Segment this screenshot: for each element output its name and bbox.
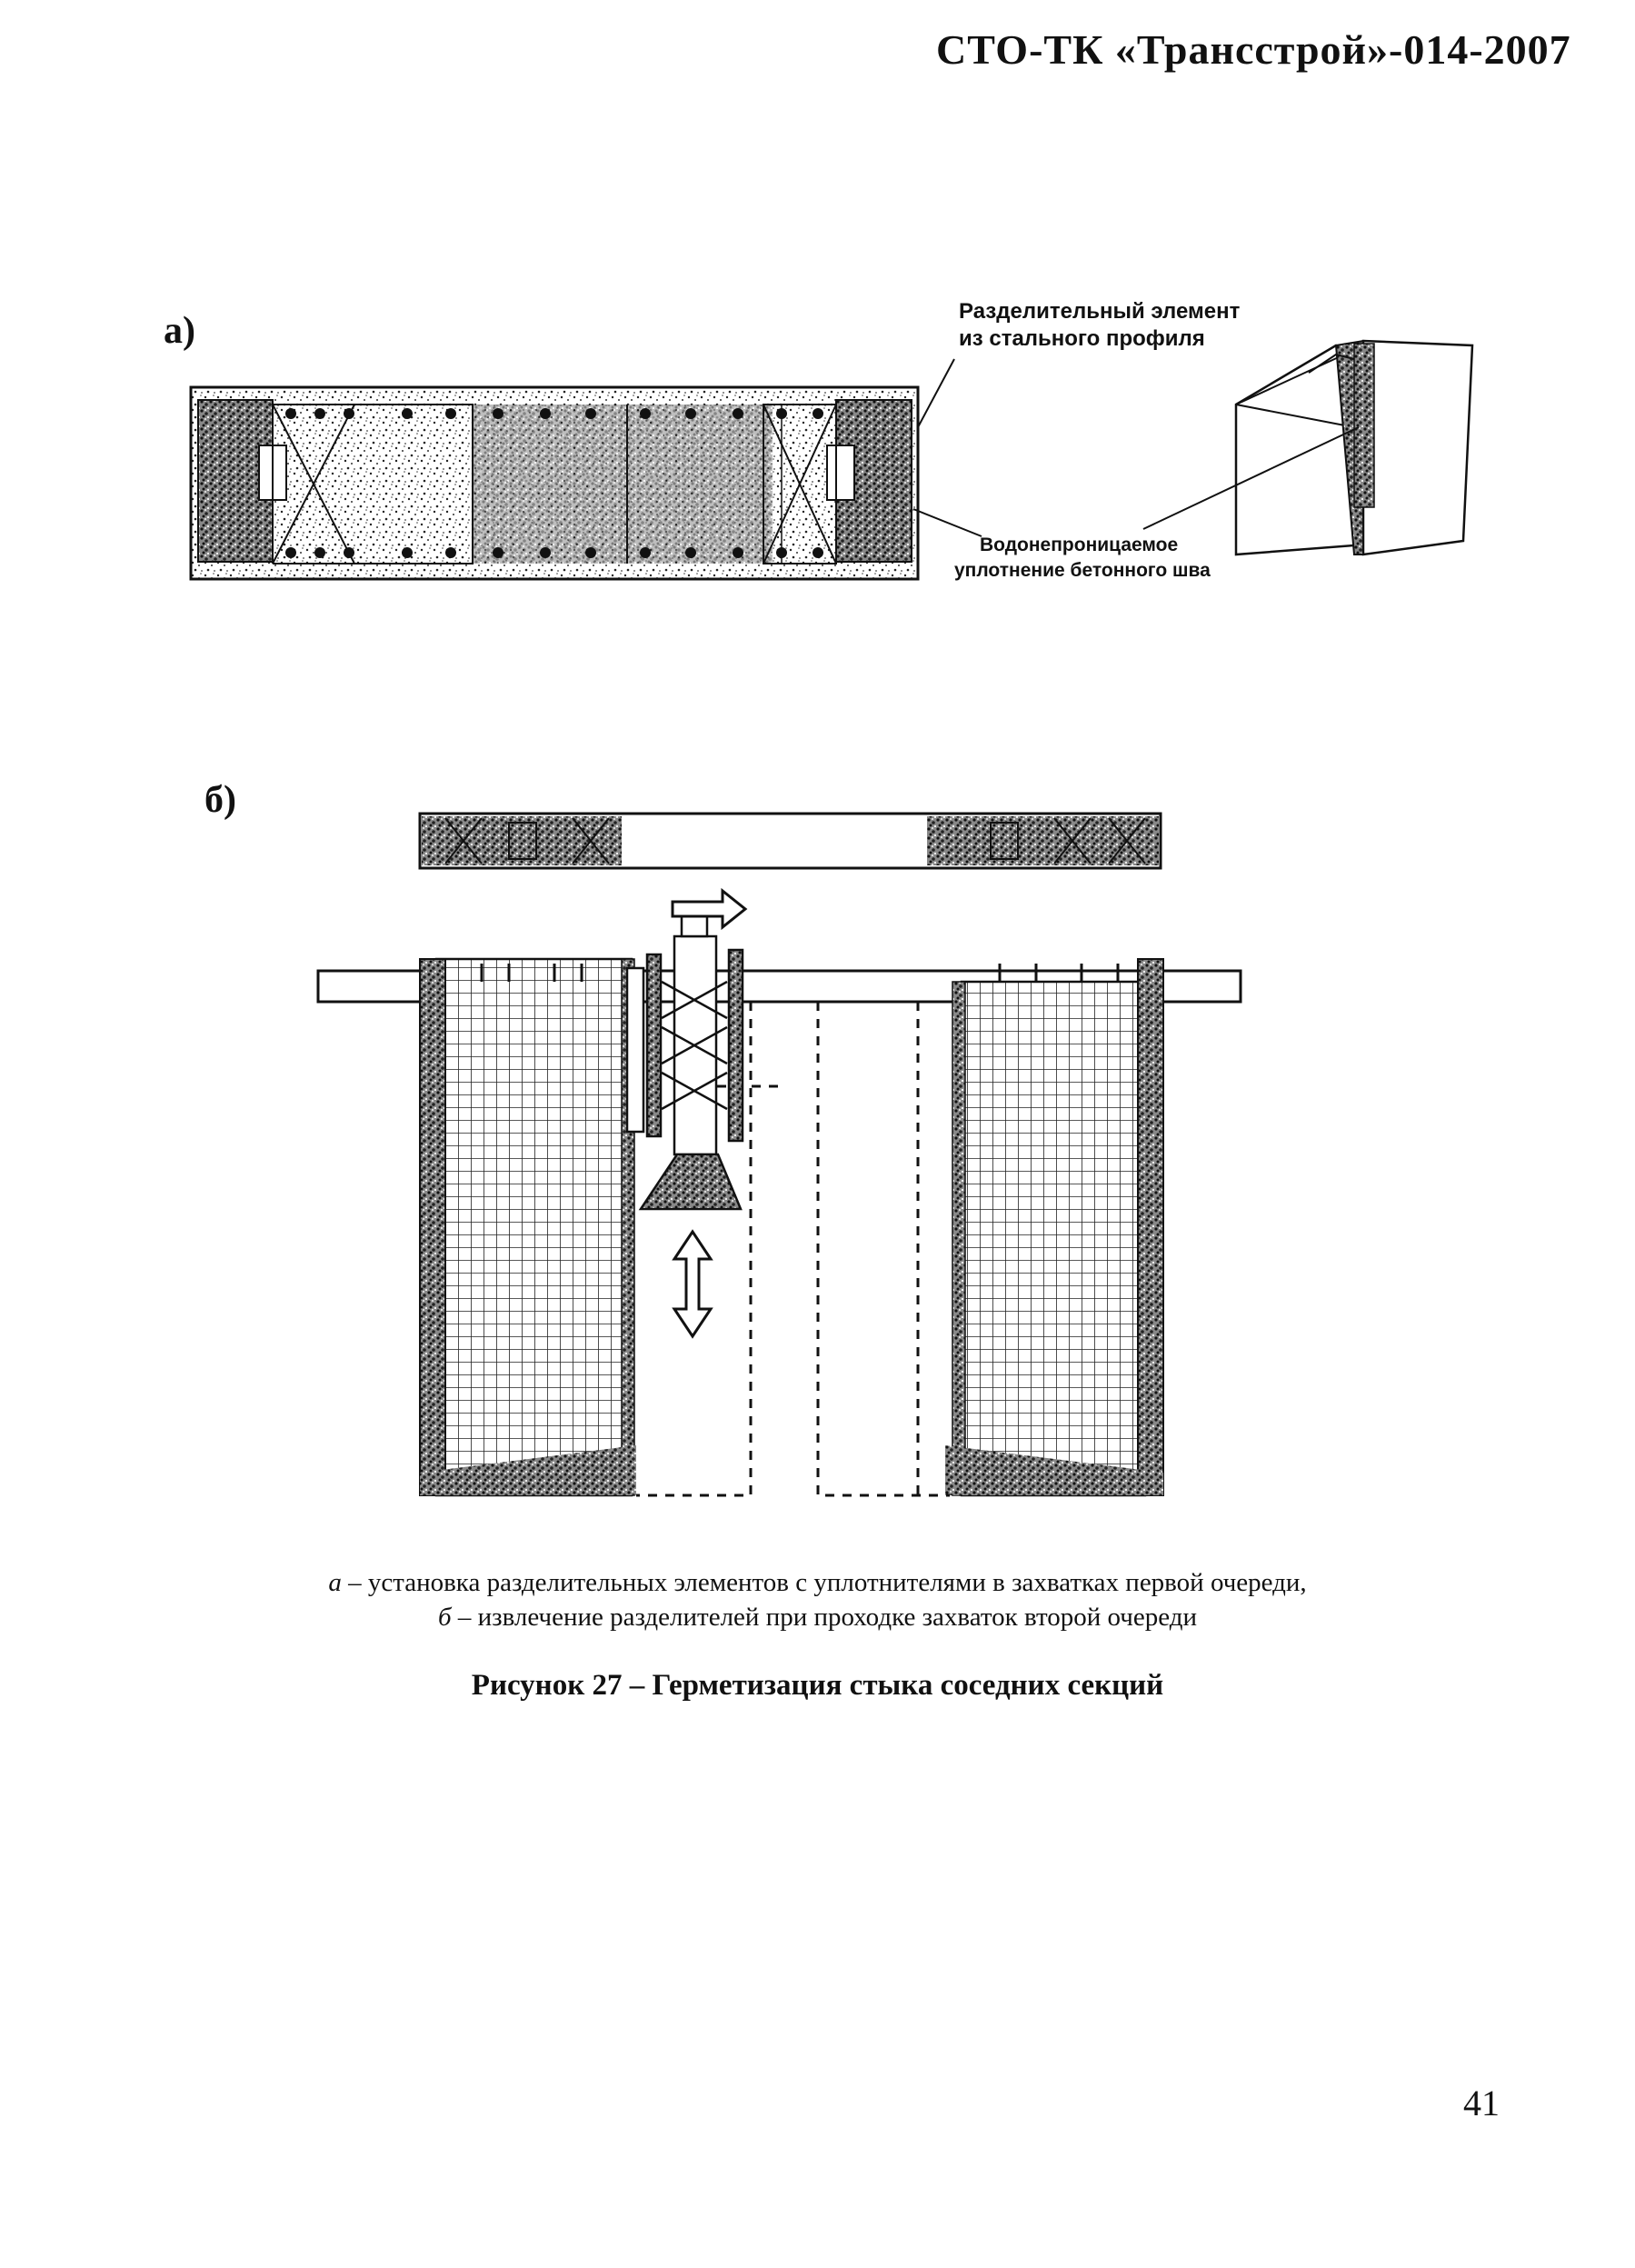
page-number: 41 <box>1463 2083 1500 2123</box>
caption-text-a: – установка разделительных элементов с уплотнителями в захватках первой очереди, <box>341 1568 1307 1597</box>
grab-machine <box>627 914 743 1209</box>
annotation-waterproof-seal <box>954 533 1211 584</box>
panel-b-section-drawing <box>318 891 1241 1495</box>
panel-a-plan-drawing <box>191 359 982 579</box>
annotation-separator-element <box>959 298 1240 353</box>
annotation-line: Разделительный элемент <box>959 299 1241 324</box>
caption-prefix-b: б <box>438 1603 452 1632</box>
vertical-double-arrow-icon <box>674 1232 711 1336</box>
panel-b-plan-strip <box>420 814 1161 868</box>
annotation-line: из стального профиля <box>959 326 1205 351</box>
annotation-line: Водонепроницаемое <box>980 535 1179 555</box>
annotation-line: уплотнение бетонного шва <box>954 560 1211 581</box>
panel-a-isometric-detail <box>1143 341 1472 555</box>
figure-title: Рисунок 27 – Герметизация стыка соседних секций <box>471 1669 1164 1702</box>
panel-a-label: а) <box>164 310 195 352</box>
panel-b-label: б) <box>204 779 236 821</box>
caption-text-b: – извлечение разделителей при проходке захваток второй очереди <box>451 1603 1197 1632</box>
caption-line-b <box>0 1600 1635 1634</box>
caption-prefix-a: а <box>328 1568 342 1597</box>
caption-line-a <box>0 1565 1635 1600</box>
document-code-header: СТО-ТК «Трансстрой»-014-2007 <box>936 26 1571 73</box>
